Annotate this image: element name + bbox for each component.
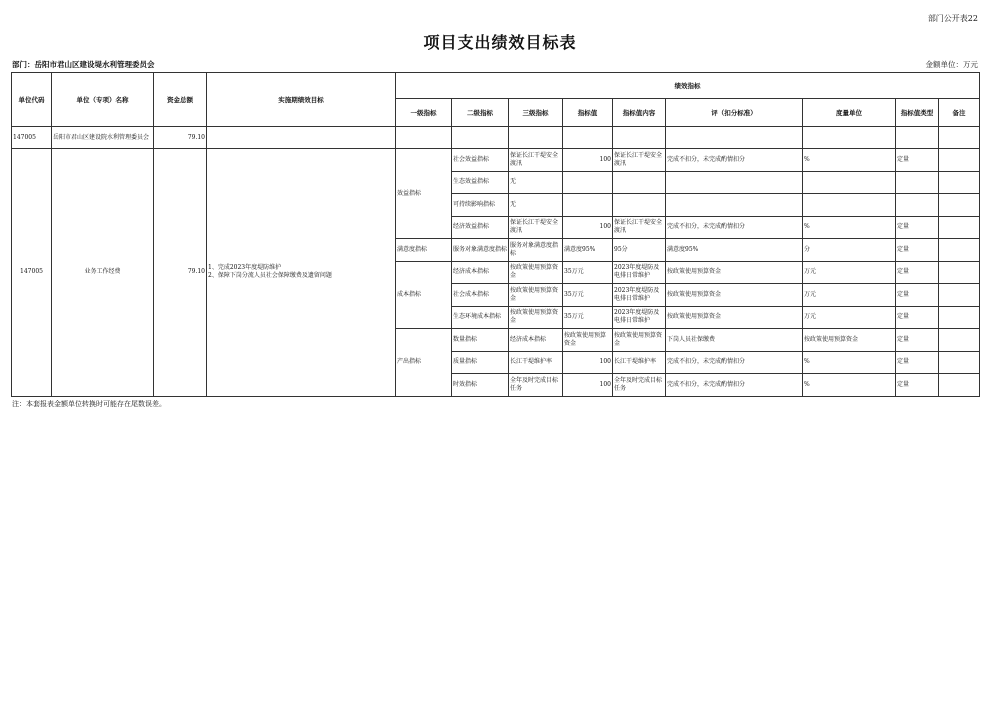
scoring-cell xyxy=(666,171,803,194)
goal-line: 2、保障下岗分流人员社会保障缴费及遗留问题 xyxy=(208,272,332,280)
level3-cell: 无 xyxy=(509,171,563,194)
measure-unit-cell: 万元 xyxy=(803,261,896,284)
measure-unit-cell: % xyxy=(803,351,896,374)
summary-row xyxy=(12,127,980,149)
value-cell: 100 xyxy=(563,374,613,397)
value-content-cell: 长江干堤维护率 xyxy=(613,351,666,374)
remark-cell xyxy=(939,351,980,374)
summary-name: 岳阳市君山区建设院水利管理委员会 xyxy=(52,127,154,149)
remark-cell xyxy=(939,306,980,329)
level3-cell: 服务对象满意度指标 xyxy=(509,239,563,262)
scoring-cell: 满意度95% xyxy=(666,239,803,262)
level2-cell: 数量指标 xyxy=(452,329,509,352)
header-indicators: 绩效指标 xyxy=(396,73,980,99)
level3-cell: 保证长江干堤安全渡汛 xyxy=(509,149,563,172)
value-cell xyxy=(563,194,613,217)
value-type-cell: 定量 xyxy=(896,239,939,262)
project-name-cell: 业务工作经费 xyxy=(52,149,154,397)
table-row xyxy=(12,149,980,172)
department-label: 部门：岳阳市君山区建设堤水利管理委员会 xyxy=(12,60,155,69)
remark-cell xyxy=(939,329,980,352)
level2-cell: 时效指标 xyxy=(452,374,509,397)
level2-cell: 经济效益指标 xyxy=(452,216,509,239)
remark-cell xyxy=(939,149,980,172)
value-type-cell xyxy=(896,171,939,194)
scoring-cell xyxy=(666,194,803,217)
value-cell: 100 xyxy=(563,216,613,239)
value-type-cell: 定量 xyxy=(896,216,939,239)
header-remark: 备注 xyxy=(939,99,980,127)
value-cell: 35万元 xyxy=(563,284,613,307)
level2-cell: 生态效益指标 xyxy=(452,171,509,194)
goal-line: 1、完成2023年度堤防维护 xyxy=(208,264,282,272)
scoring-cell: 完成不扣分，未完成酌情扣分 xyxy=(666,216,803,239)
value-content-cell: 保证长江干堤安全渡汛 xyxy=(613,149,666,172)
value-content-cell: 2023年度堤防及电排日常维护 xyxy=(613,284,666,307)
remark-cell xyxy=(939,194,980,217)
value-type-cell: 定量 xyxy=(896,284,939,307)
scoring-cell: 下岗人员社保缴费 xyxy=(666,329,803,352)
value-cell: 按政策使用预算资金 xyxy=(563,329,613,352)
value-cell: 100 xyxy=(563,149,613,172)
value-type-cell xyxy=(896,194,939,217)
measure-unit-cell: % xyxy=(803,374,896,397)
level3-cell: 长江干堤维护率 xyxy=(509,351,563,374)
level2-cell: 社会成本指标 xyxy=(452,284,509,307)
document-code: 部门公开表22 xyxy=(927,14,978,23)
performance-table xyxy=(11,72,980,397)
measure-unit-cell xyxy=(803,171,896,194)
header-value-content: 指标值内容 xyxy=(613,99,666,127)
header-total-funds: 资金总额 xyxy=(154,73,207,127)
scoring-cell: 完成不扣分，未完成酌情扣分 xyxy=(666,149,803,172)
amount-unit-label: 金额单位：万元 xyxy=(925,60,978,69)
measure-unit-cell: 按政策使用预算资金 xyxy=(803,329,896,352)
level3-cell: 按政策使用预算资金 xyxy=(509,284,563,307)
scoring-cell: 完成不扣分，未完成酌情扣分 xyxy=(666,374,803,397)
scoring-cell: 完成不扣分，未完成酌情扣分 xyxy=(666,351,803,374)
footnote: 注：本套报表金额单位转换时可能存在尾数误差。 xyxy=(12,400,166,408)
measure-unit-cell: % xyxy=(803,216,896,239)
remark-cell xyxy=(939,216,980,239)
summary-code: 147005 xyxy=(12,127,52,149)
level1-cell: 满意度指标 xyxy=(396,239,452,262)
level3-cell: 无 xyxy=(509,194,563,217)
measure-unit-cell: % xyxy=(803,149,896,172)
level1-cell: 产出指标 xyxy=(396,329,452,397)
header-level3: 三级指标 xyxy=(509,99,563,127)
value-content-cell: 95分 xyxy=(613,239,666,262)
value-cell: 35万元 xyxy=(563,261,613,284)
level2-cell: 经济成本指标 xyxy=(452,261,509,284)
value-type-cell: 定量 xyxy=(896,149,939,172)
remark-cell xyxy=(939,171,980,194)
remark-cell xyxy=(939,374,980,397)
value-cell: 100 xyxy=(563,351,613,374)
level3-cell: 全年及时完成目标任务 xyxy=(509,374,563,397)
measure-unit-cell: 万元 xyxy=(803,306,896,329)
header-unit-code: 单位代码 xyxy=(12,73,52,127)
scoring-cell: 按政策使用预算资金 xyxy=(666,306,803,329)
project-amount-cell: 79.10 xyxy=(154,149,207,397)
value-cell xyxy=(563,171,613,194)
value-content-cell: 保证长江干堤安全渡汛 xyxy=(613,216,666,239)
remark-cell xyxy=(939,284,980,307)
level1-cell: 效益指标 xyxy=(396,149,452,239)
remark-cell xyxy=(939,239,980,262)
level1-cell: 成本指标 xyxy=(396,261,452,329)
level2-cell: 社会效益指标 xyxy=(452,149,509,172)
scoring-cell: 按政策使用预算资金 xyxy=(666,284,803,307)
value-type-cell: 定量 xyxy=(896,351,939,374)
value-content-cell: 2023年度堤防及电排日常维护 xyxy=(613,261,666,284)
value-content-cell: 按政策使用预算资金 xyxy=(613,329,666,352)
level3-cell: 保证长江干堤安全渡汛 xyxy=(509,216,563,239)
value-cell: 满意度95% xyxy=(563,239,613,262)
summary-amount: 79.10 xyxy=(154,127,207,149)
scoring-cell: 按政策使用预算资金 xyxy=(666,261,803,284)
measure-unit-cell: 分 xyxy=(803,239,896,262)
header-level1: 一级指标 xyxy=(396,99,452,127)
measure-unit-cell: 万元 xyxy=(803,284,896,307)
level3-cell: 经济成本指标 xyxy=(509,329,563,352)
project-code-cell: 147005 xyxy=(12,149,52,397)
level3-cell: 按政策使用预算资金 xyxy=(509,261,563,284)
project-goal-cell xyxy=(207,149,396,397)
header-unit-name: 单位（专项）名称 xyxy=(52,73,154,127)
level2-cell: 服务对象满意度指标 xyxy=(452,239,509,262)
level2-cell: 可持续影响指标 xyxy=(452,194,509,217)
header-level2: 二级指标 xyxy=(452,99,509,127)
remark-cell xyxy=(939,261,980,284)
header-scoring: 评（扣分标准） xyxy=(666,99,803,127)
value-type-cell: 定量 xyxy=(896,261,939,284)
level2-cell: 质量指标 xyxy=(452,351,509,374)
value-type-cell: 定量 xyxy=(896,306,939,329)
measure-unit-cell xyxy=(803,194,896,217)
value-type-cell: 定量 xyxy=(896,374,939,397)
value-content-cell: 全年及时完成目标任务 xyxy=(613,374,666,397)
header-measure-unit: 度量单位 xyxy=(803,99,896,127)
value-content-cell xyxy=(613,194,666,217)
value-cell: 35万元 xyxy=(563,306,613,329)
header-value: 指标值 xyxy=(563,99,613,127)
header-goal: 实施期绩效目标 xyxy=(207,73,396,127)
value-content-cell xyxy=(613,171,666,194)
header-value-type: 指标值类型 xyxy=(896,99,939,127)
page-title: 项目支出绩效目标表 xyxy=(423,33,577,52)
value-content-cell: 2023年度堤防及电排日常维护 xyxy=(613,306,666,329)
level2-cell: 生态环境成本指标 xyxy=(452,306,509,329)
level3-cell: 按政策使用预算资金 xyxy=(509,306,563,329)
value-type-cell: 定量 xyxy=(896,329,939,352)
